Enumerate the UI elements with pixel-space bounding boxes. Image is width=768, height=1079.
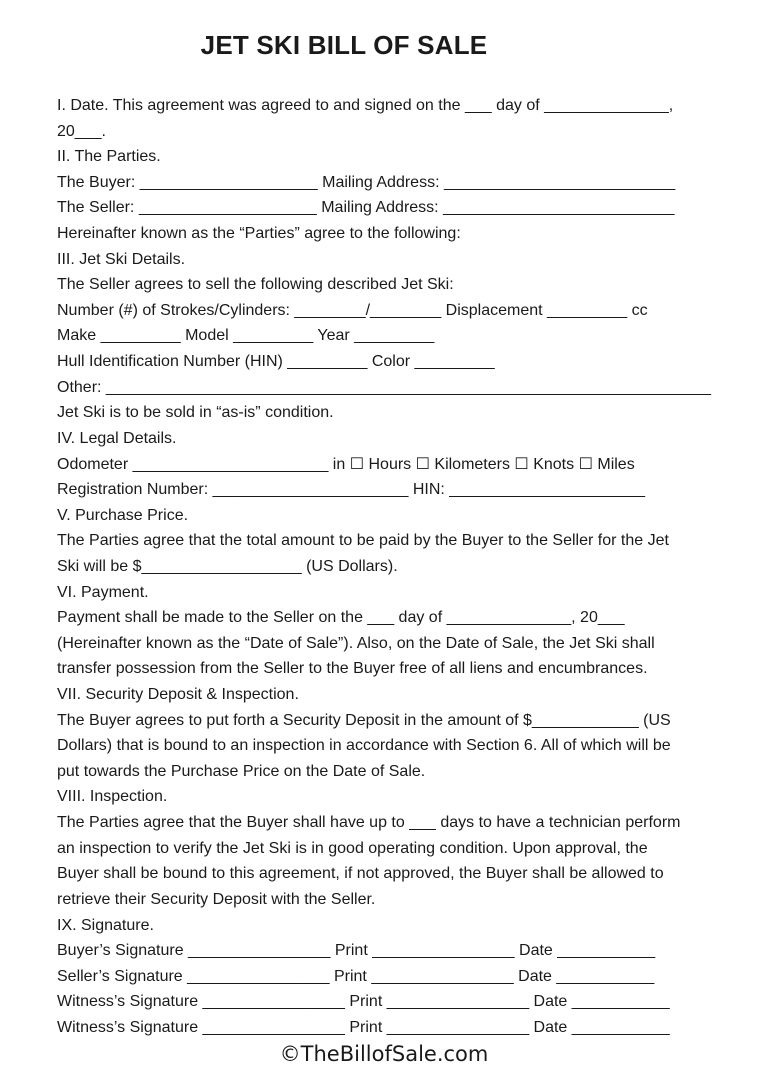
section-inspection-heading: VIII. Inspection. <box>57 788 168 806</box>
inspection-line-3: Buyer shall be bound to this agreement, if not approved, the Buyer shall be allowed to <box>57 865 664 883</box>
security-deposit-line-2: Dollars) that is bound to an inspection in accordance with Section 6. All of which will be <box>57 737 671 755</box>
purchase-price-line-2: Ski will be $__________________ (US Dollars). <box>57 557 398 575</box>
payment-line-1: Payment shall be made to the Seller on the ___ day of ______________, 20___ <box>57 609 625 627</box>
section-legal-details-heading: IV. Legal Details. <box>57 429 177 447</box>
security-deposit-line-1: The Buyer agrees to put forth a Security Deposit in the amount of $____________ (US <box>57 711 671 729</box>
jet-ski-intro-line: The Seller agrees to sell the following described Jet Ski: <box>57 276 454 294</box>
footer-copyright: ©TheBillofSale.com <box>279 1042 489 1066</box>
make-model-year-line: Make _________ Model _________ Year _________ <box>57 327 435 345</box>
security-deposit-line-3: put towards the Purchase Price on the Date of Sale. <box>57 762 426 780</box>
inspection-line-1: The Parties agree that the Buyer shall have up to ___ days to have a technician perform <box>57 814 681 832</box>
section-parties-heading: II. The Parties. <box>57 148 161 166</box>
purchase-price-line-1: The Parties agree that the total amount to be paid by the Buyer to the Seller for the Jet <box>57 532 669 550</box>
payment-line-3: transfer possession from the Seller to the Buyer free of all liens and encumbrances. <box>57 660 648 678</box>
strokes-displacement-line: Number (#) of Strokes/Cylinders: ________/________ Displacement _________ cc <box>57 301 648 319</box>
section-jet-ski-details-heading: III. Jet Ski Details. <box>57 250 186 268</box>
witness-signature-line-1: Witness’s Signature ________________ Print ________________ Date ___________ <box>57 993 670 1011</box>
odometer-line: Odometer ______________________ in ☐ Hours ☐ Kilometers ☐ Knots ☐ Miles <box>57 455 635 473</box>
as-is-line: Jet Ski is to be sold in “as-is” condition. <box>57 404 334 422</box>
section-signature-heading: IX. Signature. <box>57 916 154 934</box>
registration-line: Registration Number: ______________________ HIN: ______________________ <box>57 481 646 499</box>
document-body <box>57 93 727 1041</box>
parties-agreement-line: Hereinafter known as the “Parties” agree to the following: <box>57 225 461 243</box>
section-date-line: I. Date. This agreement was agreed to and signed on the ___ day of ______________, <box>57 97 674 114</box>
hin-color-line: Hull Identification Number (HIN) _________ Color _________ <box>57 353 495 371</box>
section-date-year-line: 20___. <box>57 122 106 140</box>
other-line: Other: ____________________________________________________________________ <box>57 378 711 396</box>
buyer-signature-line: Buyer’s Signature ________________ Print ________________ Date ___________ <box>57 942 656 960</box>
document-title: JET SKI BILL OF SALE <box>200 30 488 60</box>
witness-signature-line-2: Witness’s Signature ________________ Print ________________ Date ___________ <box>57 1018 670 1036</box>
inspection-line-4: retrieve their Security Deposit with the Seller. <box>57 890 376 908</box>
section-payment-heading: VI. Payment. <box>57 583 149 601</box>
seller-signature-line: Seller’s Signature ________________ Print ________________ Date ___________ <box>57 967 655 985</box>
section-security-deposit-heading: VII. Security Deposit & Inspection. <box>57 686 299 704</box>
seller-line: The Seller: ____________________ Mailing Address: __________________________ <box>57 199 675 217</box>
buyer-line: The Buyer: ____________________ Mailing Address: __________________________ <box>57 173 676 191</box>
inspection-line-2: an inspection to verify the Jet Ski is in good operating condition. Upon approval, the <box>57 839 648 857</box>
payment-line-2: (Hereinafter known as the “Date of Sale”). Also, on the Date of Sale, the Jet Ski shall <box>57 634 655 652</box>
section-purchase-price-heading: V. Purchase Price. <box>57 506 189 524</box>
